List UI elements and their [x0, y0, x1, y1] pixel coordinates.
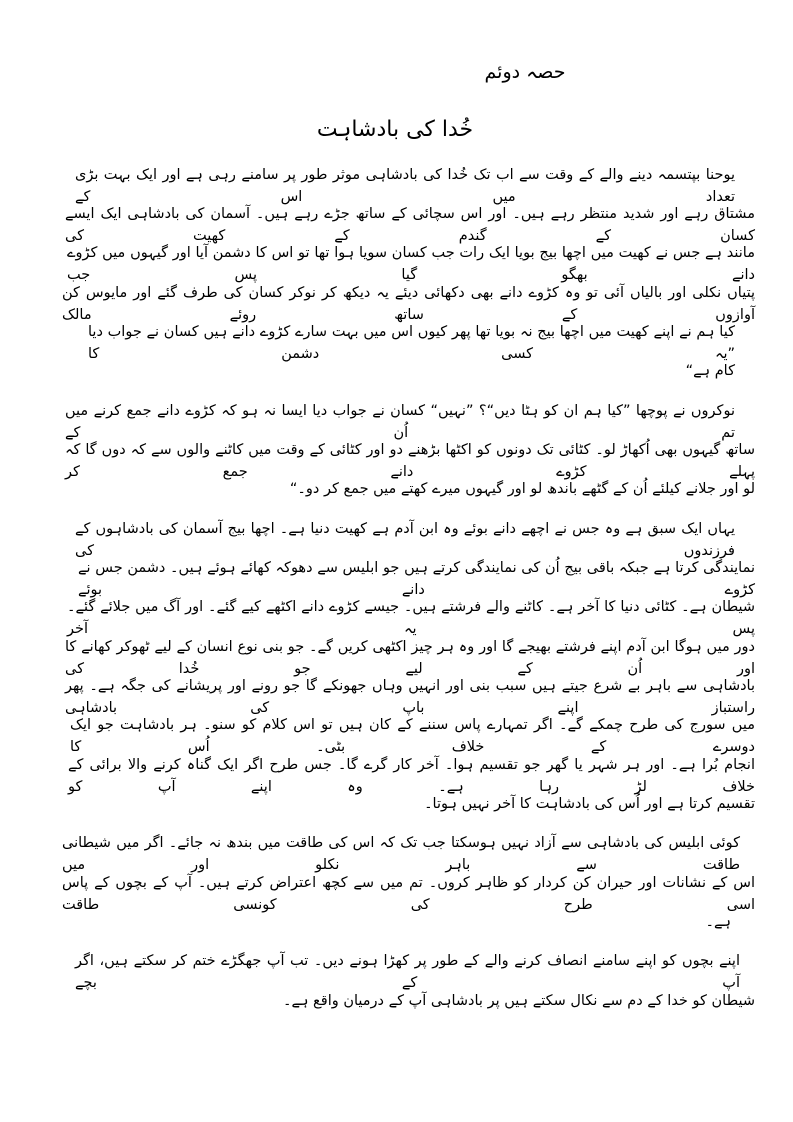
text-line: انجام بُرا ہے۔ اور ہر شہر یا گھر جو تقسیم ہوا۔ آخر کار گرے گا۔ جس طرح اگر ایک گناہ کرنے والا برائی کے خلاف لڑ رہا ہے۔ وہ اپنے آپ کو [68, 757, 755, 795]
page-title: خُدا کی بادشاہت [316, 117, 474, 142]
text-line: دور میں ہوگا ابن آدم اپنے فرشتے بھیجے گا اور وہ ہر چیز اکٹھی کریں گے۔ جو بنی نوع انسان کے لیے ٹھوکر کھانے کا اور اُن کے لیے جو خُدا کی [65, 639, 755, 677]
text-line: مانند ہے جس نے کھیت میں اچھا بیج بویا ایک رات جب کسان سویا ہوا تھا تو اس کا دشمن آیا اور گیہوں میں کڑوے دانے بھگو گیا پس جب [67, 245, 755, 283]
text-line: ہے۔ [705, 914, 731, 930]
text-line: بادشاہی سے باہر بے شرع جیتے ہیں سبب بنی اور انہیں وہاں جھونکے گا جو رونے اور پریشانے کی جگہ ہے۔ پھر راستباز اپنے باپ کی بادشاہی [65, 678, 755, 716]
section-heading: حصہ دوئم [484, 61, 566, 83]
text-line: کوئی ابلیس کی بادشاہی سے آزاد نہیں ہوسکتا جب تک کہ اس کی طاقت میں بندھ نہ جائے۔ اگر میں شیطانی طاقت سے باہر نکلو اور میں [62, 835, 740, 873]
text-line: مشتاق رہے اور شدید منتظر رہے ہیں۔ اور اس سچائی کے ساتھ جڑے رہے ہیں۔ آسمان کی بادشاہی ایک ایسے کسان کے گندم کے کھیت کی [65, 206, 755, 244]
text-line: یوحنا بپتسمہ دینے والے کے وقت سے اب تک خُدا کی بادشاہی موثر طور پر سامنے رہی ہے اور ایک بہت بڑی تعداد میں اس کے [75, 167, 735, 205]
text-line: نمایندگی کرتا ہے جبکہ باقی بیج اُن کی نمایندگی کرتے ہیں جو ابلیس سے دھوکہ کھائے ہوئے ہیں۔ دشمن جس نے کڑوے دانے بوئے [78, 560, 755, 598]
text-line: کام ہے“ [685, 363, 735, 379]
text-line: اپنے بچوں کو اپنے سامنے انصاف کرنے والے کے طور پر کھڑا ہونے دیں۔ تب آپ جھگڑے ختم کر سکتے ہیں، اگر آپ کے بچے [75, 953, 740, 991]
text-line: شیطان ہے۔ کٹائی دنیا کا آخر ہے۔ کاٹنے والے فرشتے ہیں۔ جیسے کڑوے دانے اکٹھے کیے گئے۔ اور آگ میں جلائے گئے۔ پس یہ آخر [67, 599, 755, 637]
text-line: نوکروں نے پوچھا ”کیا ہم ان کو ہٹا دیں“؟ ”نہیں“ کسان نے جواب دیا ایسا نہ ہو کہ کڑوے دانے جمع کرنے میں تم اُن کے [65, 403, 735, 441]
text-line: تقسیم کرتا ہے اور اُس کی بادشاہت کا آخر نہیں ہوتا۔ [424, 796, 755, 812]
text-line: پتیاں نکلی اور بالیاں آئی تو وہ کڑوے دانے بھی دکھائی دیئے یہ دیکھ کر نوکر کسان کی طرف گئے اور مایوس کن آوازوں کے ساتھ روئے مالک [62, 285, 755, 323]
text-line: یہاں ایک سبق ہے وہ جس نے اچھے دانے بوئے وہ ابن آدم ہے کھیت دنیا ہے۔ اچھا بیج آسمان کی بادشاہوں کے فرزندوں کی [75, 521, 735, 559]
text-line: میں سورج کی طرح چمکے گے۔ اگر تمہارے پاس سننے کے کان ہیں تو اس کلام کو سنو۔ ہر بادشاہت جو ایک دوسرے کے خلاف بٹی۔ اُس کا [70, 717, 755, 755]
text-line: ساتھ گیہوں بھی اُکھاڑ لو۔ کٹائی تک دونوں کو اکٹھا بڑھنے دو اور کٹائی کے وقت میں کاٹنے والوں سے کہ دوں گا کہ پہلے کڑوے دانے جمع کر [65, 442, 755, 480]
text-line: کیا ہم نے اپنے کھیت میں اچھا بیج نہ بویا تھا پھر کیوں اس میں بہت سارے کڑوے دانے ہیں کسان نے جواب دیا ”یہ کسی دشمن کا [88, 324, 735, 362]
text-line: اس کے نشانات اور حیران کن کردار کو ظاہر کروں۔ تم میں سے کچھ اعتراض کرتے ہیں۔ آپ کے بچوں کے پاس اسی طرح کی کونسی طاقت [62, 875, 755, 913]
text-line: لو اور جلانے کیلئے اُن کے گٹھے باندھ لو اور گیہوں میرے کھتے میں جمع کر دو۔“ [289, 481, 755, 497]
text-line: شیطان کو خدا کے دم سے نکال سکتے ہیں پر بادشاہی آپ کے درمیان واقع ہے۔ [282, 993, 755, 1009]
